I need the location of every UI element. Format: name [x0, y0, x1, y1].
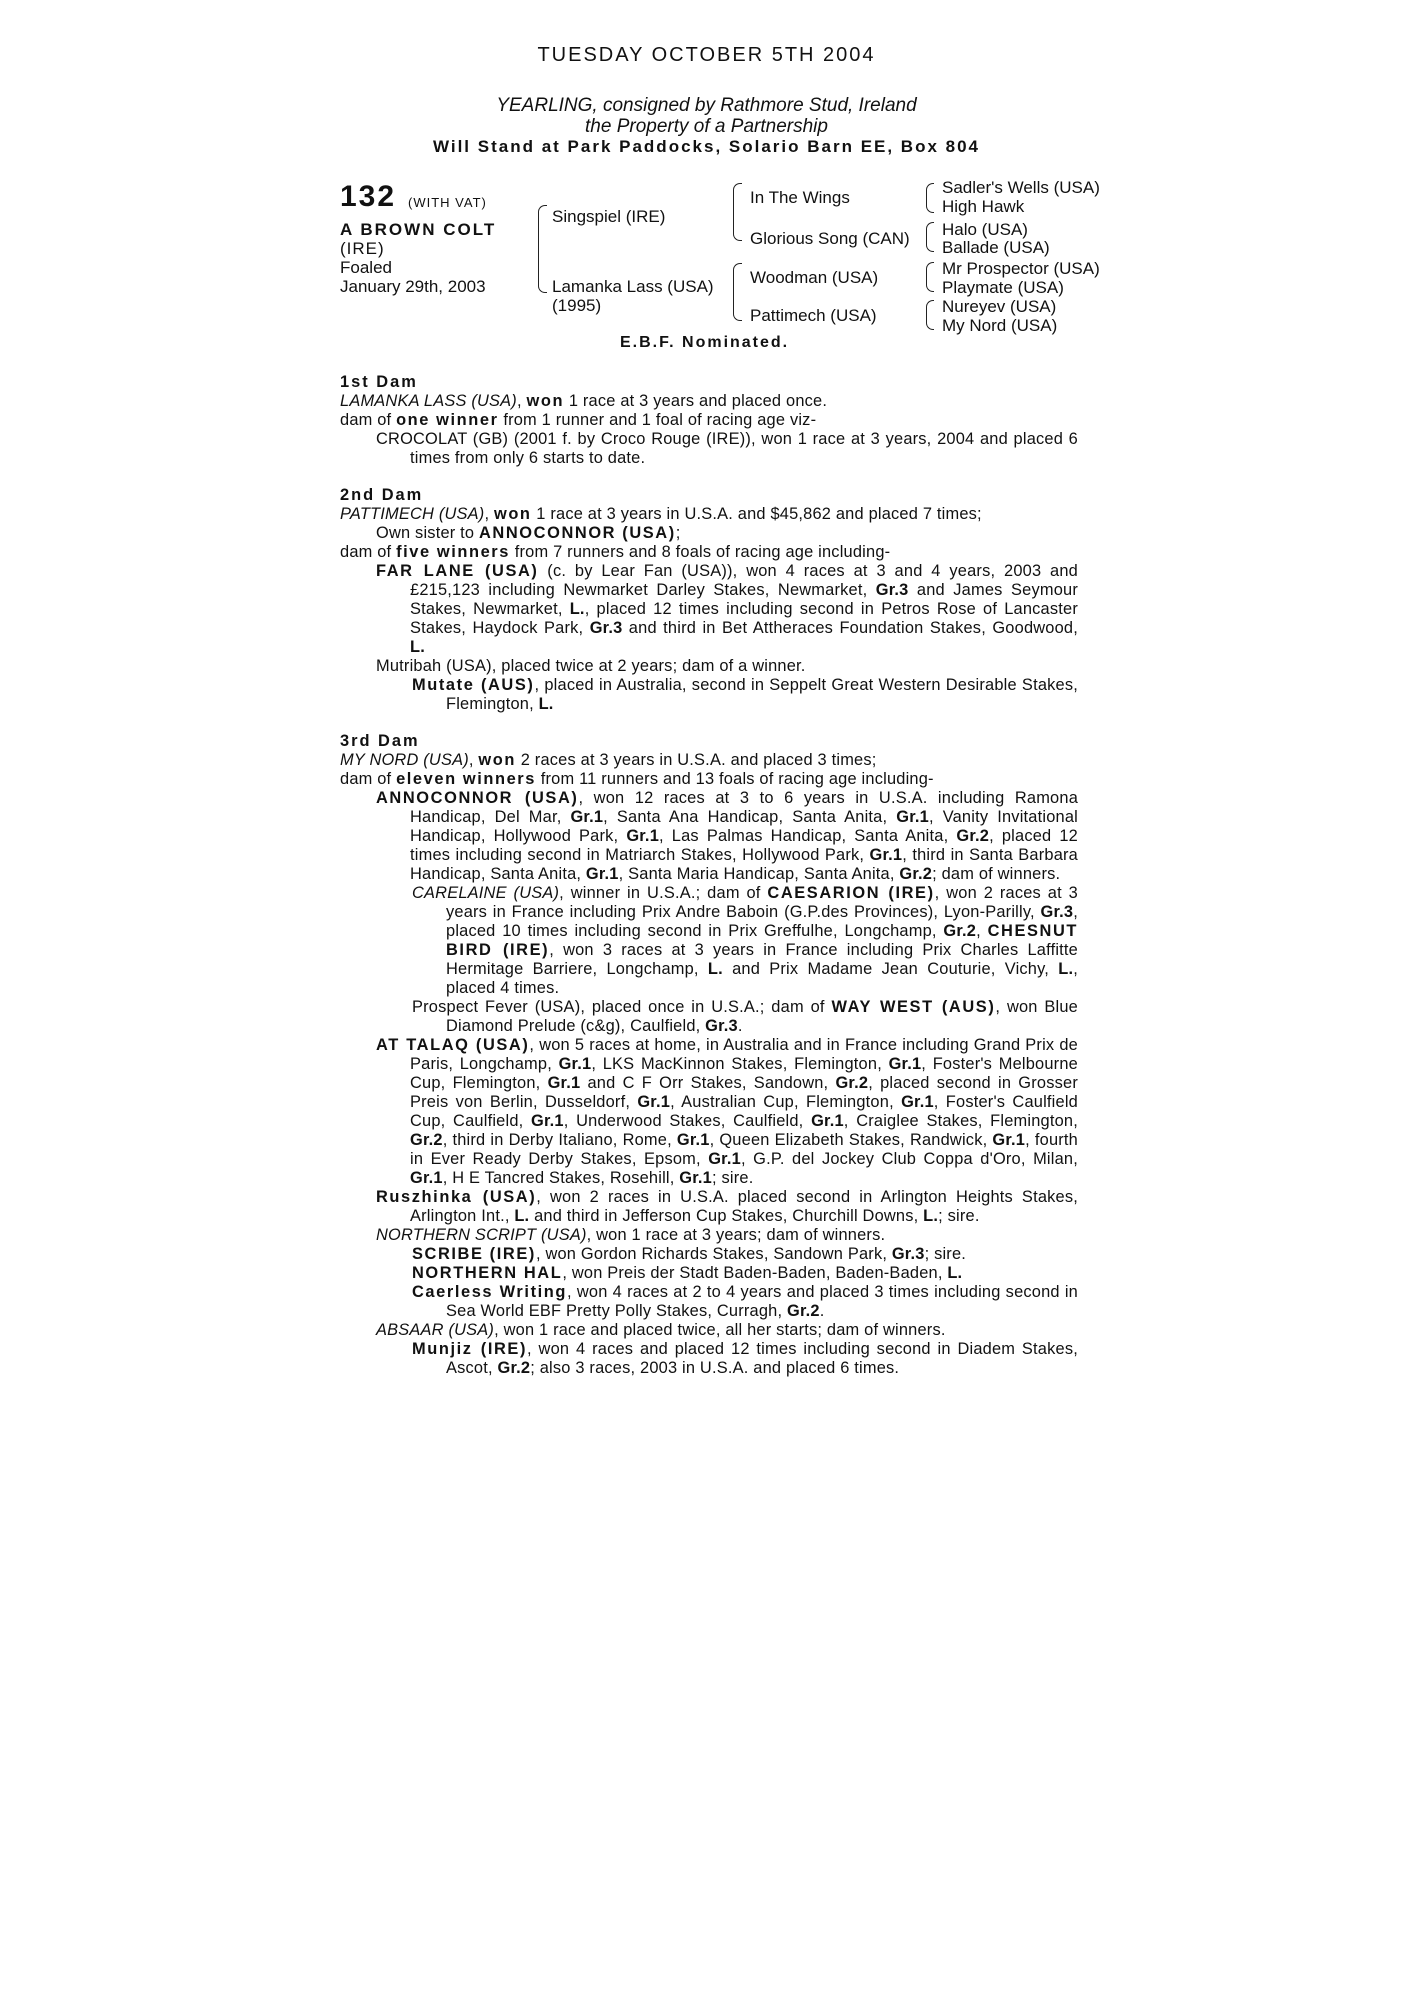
third-dam-heading: 3rd Dam: [340, 732, 420, 750]
grade: Gr.2: [956, 827, 990, 845]
text: from 11 runners and 13 foals of racing age including-: [535, 770, 934, 788]
progeny-entry: [340, 1283, 1078, 1321]
text: , won 3 races at 3 years in France including Prix Charles Laffitte Hermitage Barriere, Longchamp,: [446, 941, 1078, 978]
ggp-name: Sadler's Wells (USA): [942, 178, 1100, 197]
grade: Gr.2: [835, 1074, 869, 1092]
grade: Gr.1: [410, 1169, 443, 1187]
ggp-brace-2: [926, 222, 934, 252]
grade: L.: [514, 1207, 530, 1225]
grade: Gr.1: [547, 1074, 581, 1092]
text: , placed second in Grosser Preis von Berlin, Dusseldorf,: [410, 1074, 1078, 1111]
third-dam-produce: [340, 770, 1078, 789]
text: ; sire.: [938, 1207, 980, 1225]
horse-name: AT TALAQ (USA): [376, 1036, 530, 1054]
dam-year: (1995): [552, 296, 602, 315]
text: , Queen Elizabeth Stakes, Randwick,: [709, 1131, 993, 1149]
text: , Underwood Stakes, Caulfield,: [563, 1112, 812, 1130]
text: , Australian Cup, Flemington,: [670, 1093, 902, 1111]
text: , placed 12 times including second in Matriarch Stakes, Hollywood Park,: [410, 827, 1078, 864]
progeny-entry: CROCOLAT (GB) (2001 f. by Croco Rouge (IRE)), won 1 race at 3 years, 2004 and placed 6 times from only 6 starts to date.: [376, 430, 1078, 467]
grade: L.: [707, 960, 723, 978]
text: , won 2 races in U.S.A. placed second in Arlington Heights Stakes, Arlington Int.,: [410, 1188, 1078, 1225]
text: , Foster's Caulfield Cup, Caulfield,: [410, 1093, 1078, 1130]
text: , Las Palmas Handicap, Santa Anita,: [659, 827, 957, 845]
progeny-entry: [340, 789, 1078, 884]
text: , won Preis der Stadt Baden-Baden, Baden-Baden,: [562, 1264, 948, 1282]
second-dam-name: PATTIMECH (USA): [340, 505, 485, 523]
text: ;: [675, 524, 681, 542]
grade: Gr.1: [901, 1093, 934, 1111]
progeny-entry: [340, 1321, 1078, 1340]
horse-name: NORTHERN SCRIPT (USA): [376, 1226, 587, 1244]
first-dam-produce: [340, 411, 1078, 430]
grade: L.: [538, 695, 554, 713]
text: and third in Bet Attheraces Foundation Stakes, Goodwood,: [622, 619, 1078, 637]
ggp-name: Halo (USA): [942, 220, 1028, 239]
won-label: won: [493, 505, 532, 523]
text: , won 12 races at 3 to 6 years in U.S.A. including Ramona Handicap, Del Mar,: [410, 789, 1079, 826]
text: , won 1 race at 3 years; dam of winners.: [586, 1226, 886, 1244]
winners-count: eleven winners: [396, 770, 536, 788]
text: ; sire.: [712, 1169, 754, 1187]
progeny-entry: [340, 1245, 1078, 1264]
grade: Gr.3: [891, 1245, 925, 1263]
horse-name: FAR LANE (USA): [376, 562, 539, 580]
grade: L.: [410, 638, 425, 656]
text: , fourth in Ever Ready Derby Stakes, Epsom,: [410, 1131, 1078, 1168]
text: .: [819, 1302, 825, 1320]
sire-dam-name: Glorious Song (CAN): [750, 229, 910, 248]
grade: Gr.1: [896, 808, 929, 826]
horse-name: ANNOCONNOR (USA): [376, 789, 579, 807]
text: and James Seymour Stakes, Newmarket,: [410, 581, 1078, 618]
text: , Santa Ana Handicap, Santa Anita,: [603, 808, 897, 826]
progeny-entry: [340, 1340, 1078, 1378]
horse-name: Munjiz (IRE): [412, 1340, 528, 1358]
text: , placed in Australia, second in Seppelt Great Western Desirable Stakes, Flemington,: [446, 676, 1078, 713]
progeny-entry: [340, 1264, 1078, 1283]
text: , placed 4 times.: [446, 960, 1078, 997]
progeny-entry: [340, 998, 1078, 1036]
grade: Gr.1: [570, 808, 604, 826]
third-dam-name: MY NORD (USA): [340, 751, 469, 769]
grade: Gr.1: [676, 1131, 710, 1149]
grade: Gr.1: [585, 865, 619, 883]
horse-name: NORTHERN HAL: [412, 1264, 563, 1282]
text: ; dam of winners.: [932, 865, 1061, 883]
grade: Gr.1: [888, 1055, 922, 1073]
horse-name: SCRIBE (IRE): [412, 1245, 536, 1263]
won-label: won: [478, 751, 516, 769]
horse-name: CARELAINE (USA): [412, 884, 560, 902]
text: , placed 12 times including second in Petros Rose of Lancaster Stakes, Haydock Park,: [410, 600, 1078, 637]
dam-sire-name: Woodman (USA): [750, 268, 879, 287]
progeny-entry: Mutribah (USA), placed twice at 2 years; dam of a winner.: [376, 657, 806, 675]
sister-note: [340, 524, 1078, 543]
ebf-nomination: E.B.F. Nominated.: [620, 334, 790, 351]
grade: Gr.1: [811, 1112, 844, 1130]
text: , won Gordon Richards Stakes, Sandown Park,: [535, 1245, 892, 1263]
text: from 7 runners and 8 foals of racing age including-: [510, 543, 891, 561]
foaled-label: Foaled: [340, 258, 392, 277]
dam-name: Lamanka Lass (USA): [552, 277, 714, 296]
horse-name: Mutate (AUS): [412, 676, 535, 694]
grade: Gr.1: [637, 1093, 671, 1111]
text: , Craiglee Stakes, Flemington,: [843, 1112, 1079, 1130]
progeny-entry: [340, 1226, 1078, 1245]
text: , won 1 race and placed twice, all her starts; dam of winners.: [494, 1321, 946, 1339]
horse-name: WAY WEST (AUS): [831, 998, 996, 1016]
progeny-entry: [340, 884, 1078, 998]
text: and C F Orr Stakes, Sandown,: [580, 1074, 836, 1092]
ggp-brace-4: [926, 300, 934, 330]
grade: Gr.2: [497, 1359, 531, 1377]
grade: L.: [569, 600, 585, 618]
text: dam of: [340, 543, 397, 561]
horse-name: Ruszhinka (USA): [376, 1188, 537, 1206]
lot-country: (IRE): [340, 239, 385, 258]
text: , third in Santa Barbara Handicap, Santa Anita,: [410, 846, 1078, 883]
progeny-entry: [340, 562, 1078, 657]
winners-count: one winner: [396, 411, 499, 429]
text: , winner in U.S.A.; dam of: [559, 884, 768, 902]
text: ; sire.: [924, 1245, 967, 1263]
text: dam of: [340, 770, 397, 788]
horse-name: CAESARION (IRE): [767, 884, 935, 902]
consignor-line: YEARLING, consigned by Rathmore Stud, Ireland: [496, 95, 917, 116]
text: .: [737, 1017, 743, 1035]
grade: Gr.3: [589, 619, 623, 637]
text: , Foster's Melbourne Cup, Flemington,: [410, 1055, 1078, 1092]
progeny-entry: [340, 676, 1078, 714]
ggp-name: Mr Prospector (USA): [942, 259, 1100, 278]
grade: Gr.1: [869, 846, 903, 864]
horse-name: CHESNUT BIRD (IRE): [446, 922, 1079, 959]
sire-name: Singspiel (IRE): [552, 207, 666, 226]
winners-count: five winners: [396, 543, 510, 561]
record-text: 2 races at 3 years in U.S.A. and placed 3 times;: [515, 751, 877, 769]
first-dam-heading: 1st Dam: [340, 373, 418, 391]
text: and Prix Madame Jean Couturie, Vichy,: [722, 960, 1059, 978]
grade: Gr.1: [531, 1112, 564, 1130]
foaled-date: January 29th, 2003: [340, 277, 486, 296]
text: , H E Tancred Stakes, Rosehill,: [442, 1169, 680, 1187]
lot-description: A BROWN COLT: [340, 220, 497, 239]
stand-location: Will Stand at Park Paddocks, Solario Barn EE, Box 804: [432, 137, 981, 156]
grade: L.: [923, 1207, 939, 1225]
grade: Gr.2: [787, 1302, 820, 1320]
text: , Vanity Invitational Handicap, Hollywood Park,: [410, 808, 1078, 845]
grade: Gr.1: [626, 827, 660, 845]
grade: Gr.3: [705, 1017, 738, 1035]
text: Own sister to: [376, 524, 479, 542]
text: ,: [976, 922, 988, 940]
won-label: won: [526, 392, 565, 410]
text: , won Blue Diamond Prelude (c&g), Caulfield,: [446, 998, 1078, 1035]
lot-vat-note: (WITH VAT): [408, 195, 487, 210]
second-dam-record: PATTIMECH (USA), won 1 race at 3 years in U.S.A. and $45,862 and placed 7 times;: [340, 505, 982, 523]
horse-name: ABSAAR (USA): [376, 1321, 495, 1339]
horse-name: ANNOCONNOR (USA): [479, 524, 676, 542]
grade: Gr.1: [679, 1169, 712, 1187]
text: and third in Jefferson Cup Stakes, Churchill Downs,: [529, 1207, 924, 1225]
dam-line-brace: [733, 263, 742, 321]
ggp-name: Ballade (USA): [942, 238, 1050, 257]
grade: Gr.1: [558, 1055, 592, 1073]
text: , placed 10 times including second in Prix Greffulhe, Longchamp,: [446, 903, 1078, 940]
ggp-brace-1: [926, 183, 934, 213]
record-text: 1 race at 3 years in U.S.A. and $45,862 and placed 7 times;: [531, 505, 982, 523]
grade: Gr.1: [992, 1131, 1026, 1149]
text: , won 5 races at home, in Australia and in France including Grand Prix de Paris, Longchamp,: [410, 1036, 1078, 1073]
grade: Gr.2: [943, 922, 977, 940]
first-dam-name: LAMANKA LASS (USA): [340, 392, 517, 410]
text: , LKS MacKinnon Stakes, Flemington,: [591, 1055, 889, 1073]
grade: Gr.3: [875, 581, 909, 599]
grade: Gr.3: [1040, 903, 1074, 921]
text: , Santa Maria Handicap, Santa Anita,: [618, 865, 900, 883]
family-section: [340, 373, 1078, 1378]
progeny-entry: [340, 1036, 1078, 1188]
progeny-entry: [340, 1188, 1078, 1226]
ggp-name: My Nord (USA): [942, 316, 1058, 335]
sire-brace: [538, 205, 547, 293]
second-dam-produce: [340, 543, 1078, 562]
grade: Gr.2: [410, 1131, 443, 1149]
sire-line-brace: [733, 183, 742, 241]
grade: Gr.2: [899, 865, 933, 883]
grade: Gr.1: [708, 1150, 741, 1168]
ggp-name: Playmate (USA): [942, 278, 1064, 297]
text: , won 4 races at 2 to 4 years and placed 3 times including second in Sea World EBF Pretty Polly Stakes, Curragh,: [446, 1283, 1078, 1320]
text: dam of: [340, 411, 397, 429]
grade: L.: [947, 1264, 963, 1282]
dam-dam-name: Pattimech (USA): [750, 306, 877, 325]
sire-sire-name: In The Wings: [750, 188, 850, 207]
text: , won 2 races at 3 years in France including Prix Andre Baboin (G.P.des Provinces), Lyon-Parilly,: [446, 884, 1078, 921]
text: , won 4 races and placed 12 times including second in Diadem Stakes, Ascot,: [446, 1340, 1078, 1377]
ggp-brace-3: [926, 262, 934, 292]
text: (c. by Lear Fan (USA)), won 4 races at 3 and 4 years, 2003 and £215,123 including Newmarket Darley Stakes, Newmarket,: [410, 562, 1079, 599]
text: ; also 3 races, 2003 in U.S.A. and placed 6 times.: [530, 1359, 900, 1377]
ggp-name: High Hawk: [942, 197, 1025, 216]
text: , G.P. del Jockey Club Coppa d'Oro, Milan,: [740, 1150, 1078, 1168]
property-line: the Property of a Partnership: [585, 116, 828, 137]
text: , third in Derby Italiano, Rome,: [442, 1131, 677, 1149]
first-dam-record: LAMANKA LASS (USA), won 1 race at 3 years and placed once.: [340, 392, 828, 410]
lot-number: 132: [340, 180, 397, 213]
text: from 1 runner and 1 foal of racing age viz-: [498, 411, 817, 429]
grade: L.: [1058, 960, 1074, 978]
horse-name: Caerless Writing: [412, 1283, 568, 1301]
text: Prospect Fever (USA), placed once in U.S.A.; dam of: [412, 998, 832, 1016]
record-text: 1 race at 3 years and placed once.: [564, 392, 828, 410]
ggp-name: Nureyev (USA): [942, 297, 1057, 316]
sale-date: TUESDAY OCTOBER 5TH 2004: [537, 44, 876, 66]
second-dam-heading: 2nd Dam: [340, 486, 424, 504]
third-dam-record: MY NORD (USA), won 2 races at 3 years in U.S.A. and placed 3 times;: [340, 751, 877, 769]
